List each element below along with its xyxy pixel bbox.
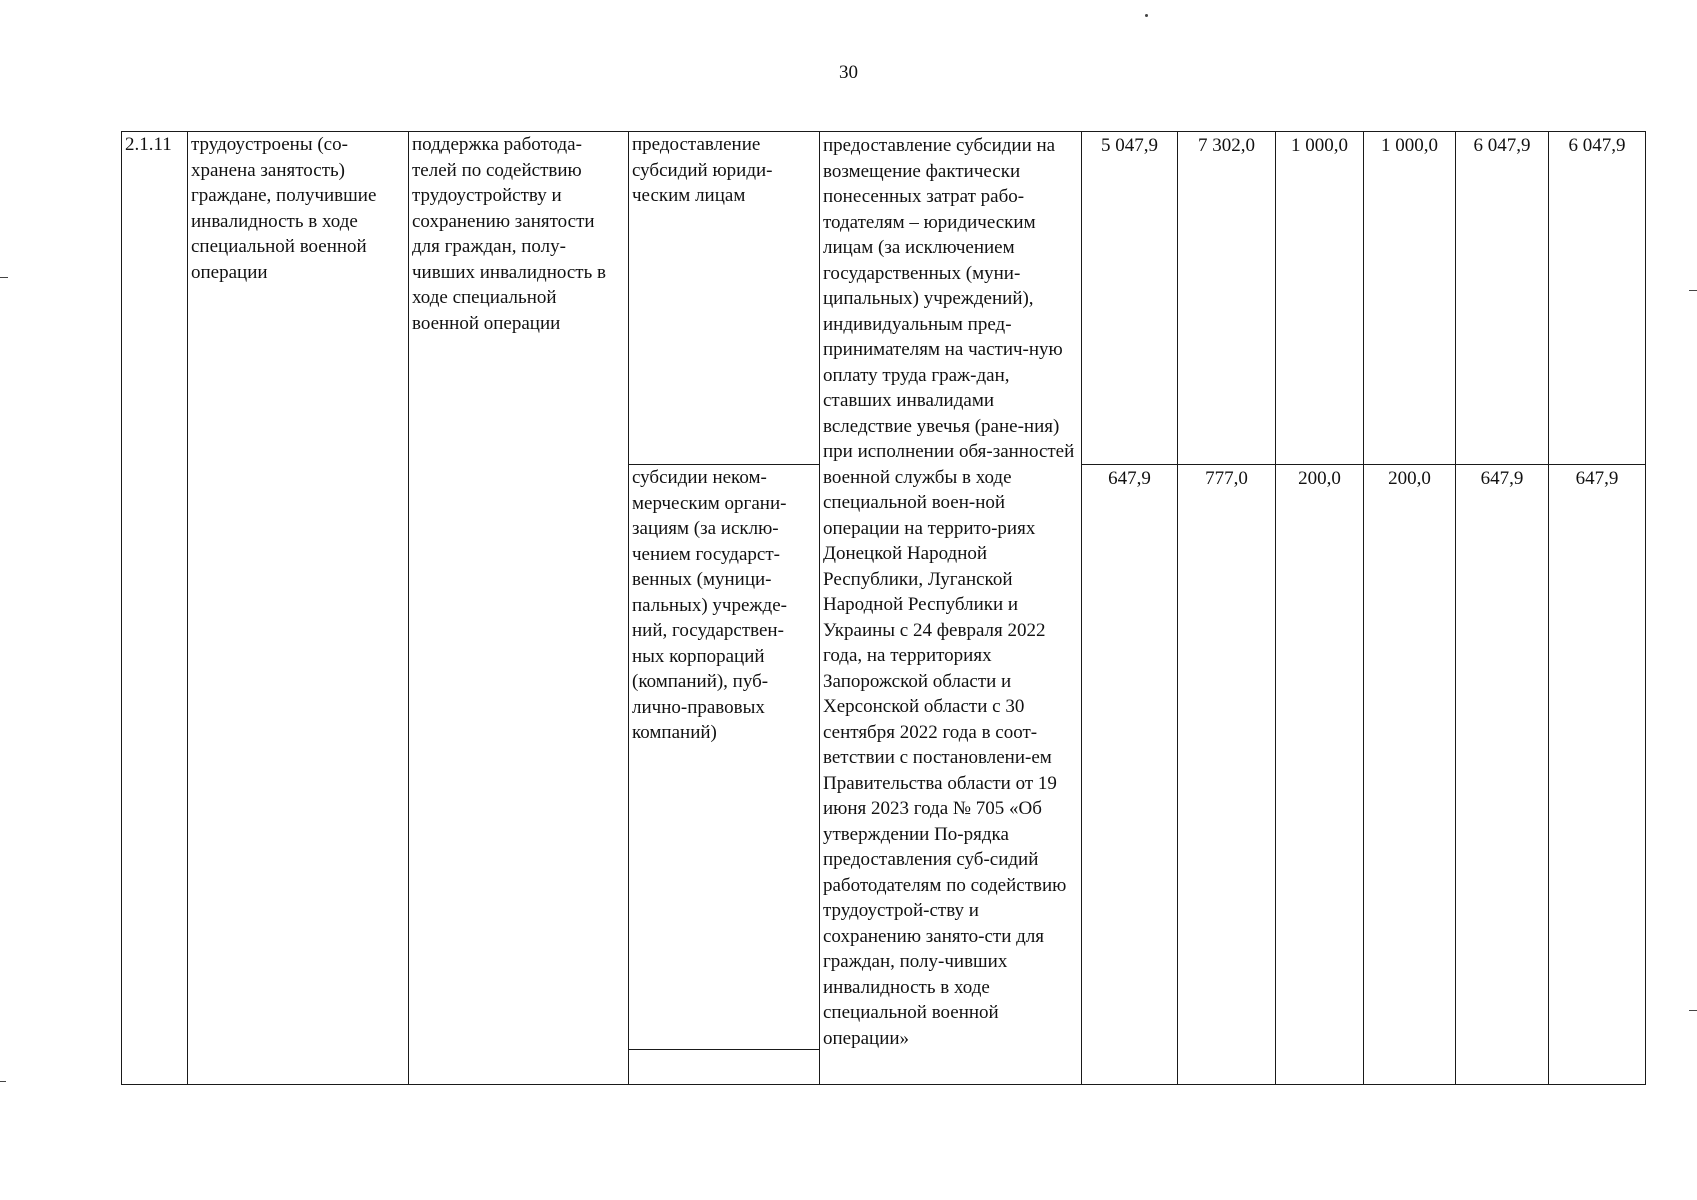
row-result: трудоустроены (со-хранена занятость) граждане, получившие инвалидность в ходе специальной военной операции (188, 132, 409, 1085)
row-description: предоставление субсидии на возмещение фактически понесенных затрат рабо-тодателям – юридическим лицам (за исключением государственных (муни-ципальных) учреждений), индивидуальным пред-принимателям на частич-ную оплату труда граж-дан, ставших инвалидами вследствие увечья (ране-ния) при исполнении обя-занностей военной службы в ходе специальной воен-ной операции на террито-риях Донецкой Народной Республики, Луганской Народной Республики и Украины с 24 февраля 2022 года, на территориях Запорожской области и Херсонской области с 30 сентября 2022 года в соот-ветствии с постановлени-ем Правительства области от 19 июня 2023 года № 705 «Об утверждении По-рядка предоставления суб-сидий работодателям по содействию трудоустрой-ству и сохранению занято-сти для граждан, полу-чивших инвалидность в ходе специальной военной операции» (820, 132, 1082, 1085)
scan-mark (1689, 1010, 1697, 1011)
mechanism-name: предоставление субсидий юриди-ческим лицам (629, 132, 820, 465)
value-cell: 6 047,9 (1549, 132, 1646, 465)
value-cell: 1 000,0 (1276, 132, 1364, 465)
mechanism-name: субсидии неком-мерческим органи-зациям (за исклю-чением государст-венных (муници-пальных) учрежде-ний, государствен-ных корпораций (компаний), пуб-лично-правовых компаний) (629, 465, 820, 1050)
value-cell: 1 000,0 (1364, 132, 1456, 465)
value-cell: 647,9 (1549, 465, 1646, 1085)
program-table (121, 131, 1646, 1085)
value-cell: 200,0 (1364, 465, 1456, 1085)
scan-mark (0, 1081, 6, 1082)
value-cell: 647,9 (1456, 465, 1549, 1085)
value-cell: 6 047,9 (1456, 132, 1549, 465)
mechanism-tail-cell (629, 1050, 820, 1085)
value-cell: 777,0 (1178, 465, 1276, 1085)
row-code: 2.1.11 (122, 132, 188, 1085)
scan-mark (1689, 290, 1697, 291)
value-cell: 7 302,0 (1178, 132, 1276, 465)
value-cell: 647,9 (1082, 465, 1178, 1085)
row-measure: поддержка работода-телей по содействию трудоустройству и сохранению занятости для граждан, полу-чивших инвалидность в ходе специальной военной операции (409, 132, 629, 1085)
page-number: 30 (839, 62, 858, 83)
scan-mark (0, 277, 8, 278)
scan-mark (1145, 14, 1148, 17)
value-cell: 5 047,9 (1082, 132, 1178, 465)
value-cell: 200,0 (1276, 465, 1364, 1085)
